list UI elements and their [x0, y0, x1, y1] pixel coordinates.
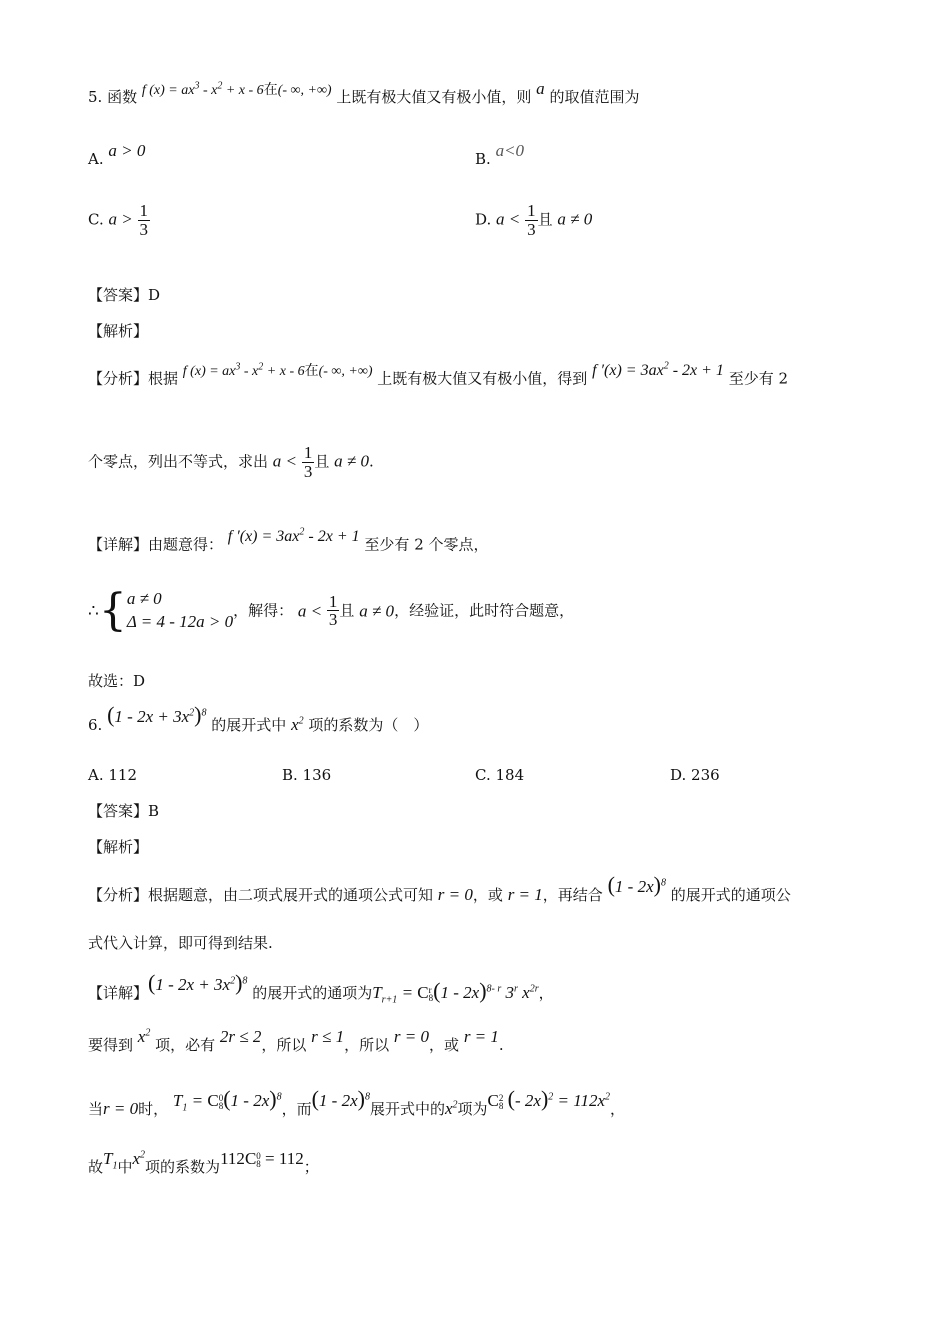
q6-option-b: B. 136 — [282, 766, 332, 784]
q5-option-d: D. a < $\frac{1}{3}$ 且 a ≠ 0 — [475, 201, 593, 239]
q5-option-b: B. a<0 — [475, 141, 525, 168]
t1-symbol: $T_1$ — [103, 1149, 118, 1172]
left-brace-icon: { — [98, 584, 127, 636]
q5-stem: 5. 函数 f $(x) = ax^3 - x^2 + x - 6$在(- ∞, +∞) 上既有极大值又有极小值，则 a 的取值范围为 — [88, 79, 640, 106]
general-term: $T_{r+1} = C$ r 8 (1 - 2x)$^{8- r}$ 3$^r$ $x^{2r}$ — [372, 978, 539, 1006]
q6-when: 当r = 0时， $T_1 = C$ 0 8 (1 - 2x)$^8$，而(1 - 2x)$^8$展开式中的$x^2$项为C 2 8 (- $2x)^2 = 112x^2$， — [88, 1086, 626, 1118]
q5-xiangjie: 【详解】由题意得： f $'(x) = 3ax^2 - 2x + 1$ 至少有 2 个零点， — [88, 527, 489, 554]
q5-system: ∴{ a ≠ 0 Δ = 4 - 12a > 0 ，解得： a < $\frac{1}{3}$ 且 a ≠ 0，经验证，此时符合题意， — [88, 584, 575, 636]
q5-option-a: A. a > 0 — [88, 141, 146, 168]
q5-option-c: C. a > $\frac{1}{3}$ — [88, 201, 149, 239]
c82-expr: C 2 8 (- $2x)^2 = 112x^2$ — [487, 1086, 611, 1112]
q6-option-d: D. 236 — [670, 766, 720, 784]
fraction-one-third: $\frac{1}{3}$ — [303, 443, 313, 481]
expr-1-minus-2x-8: (1 - 2x)$^8$ — [311, 1086, 370, 1111]
q6-expression: $(1 - 2x + 3x^2)^8$ — [148, 970, 248, 995]
t1-expr: $T_1 = C$ 0 8 (1 - 2x)$^8$ — [172, 1086, 282, 1114]
expr-1-minus-2x-8: (1 - 2x)$^8$ — [607, 872, 666, 897]
q6-fenxi: 【分析】根据题意，由二项式展开式的通项公式可知 r = 0，或 r = 1，再结合 (1 - 2x)$^8$ 的展开式的通项公 — [88, 872, 791, 904]
fraction-one-third: $\frac{1}{3}$ — [527, 201, 536, 239]
x-squared: $x^2$ — [132, 1149, 146, 1168]
x-squared: $x^2$ — [444, 1099, 458, 1118]
q6-option-a: A. 112 — [88, 766, 137, 784]
q6-need: 要得到 $x^2$ 项，必有 2r ≤ 2，所以 r ≤ 1，所以 r = 0，或 r = 1. — [88, 1027, 504, 1054]
q5-function-expr: f $(x) = ax^3 - x^2 + x - 6$在(- ∞, +∞) — [182, 361, 373, 380]
q5-answer: 【答案】D — [88, 286, 161, 304]
q5-fenxi-line2: 个零点，列出不等式，求出 a < $\frac{1}{3}$ 且 a ≠ 0. — [88, 443, 374, 481]
fraction-one-third: $\frac{1}{3}$ — [328, 591, 338, 630]
q5-derivative-expr: f $'(x) = 3ax^2 - 2x + 1$ — [592, 361, 724, 380]
q5-function-expr: f $(x) = ax^3 - x^2 + x - 6$在(- ∞, +∞) — [141, 80, 332, 98]
fraction-one-third: $\frac{1}{3}$ — [139, 201, 149, 239]
q6-analysis-heading: 【解析】 — [88, 838, 149, 856]
q6-stem: 6. $(1 - 2x + 3x^2)^8$ 的展开式中 $x^2$ 项的系数为（ ） — [88, 702, 429, 734]
q6-xiangjie: 【详解】$(1 - 2x + 3x^2)^8$ 的展开式的通项为$T_{r+1} = C$ r 8 (1 - 2x)$^{8- r}$ 3$^r$ $x^{2r}$， — [88, 970, 554, 1006]
q5-choose: 故选：D — [88, 672, 146, 690]
q6-fenxi-line2: 式代入计算，即可得到结果. — [88, 934, 273, 952]
x-squared: $x^2$ — [291, 715, 304, 734]
q5-derivative-expr: f $'(x) = 3ax^2 - 2x + 1$ — [227, 527, 360, 546]
q6-answer: 【答案】B — [88, 802, 160, 820]
q5-fenxi: 【分析】根据 f $(x) = ax^3 - x^2 + x - 6$在(- ∞, +∞) 上既有极大值又有极小值，得到 f $'(x) = 3ax^2 - 2x + 1$ 至少有 2 — [88, 361, 789, 388]
q5-analysis-heading: 【解析】 — [88, 322, 149, 340]
x-squared: $x^2$ — [137, 1027, 151, 1046]
q6-expression: $(1 - 2x + 3x^2)^8$ — [107, 702, 207, 727]
q6-final: 故$T_1$中$x^2$项的系数为112C 0 8 = 112； — [88, 1149, 319, 1176]
q6-option-c: C. 184 — [475, 766, 525, 784]
final-coefficient: 112C 0 8 = 112 — [220, 1149, 304, 1170]
